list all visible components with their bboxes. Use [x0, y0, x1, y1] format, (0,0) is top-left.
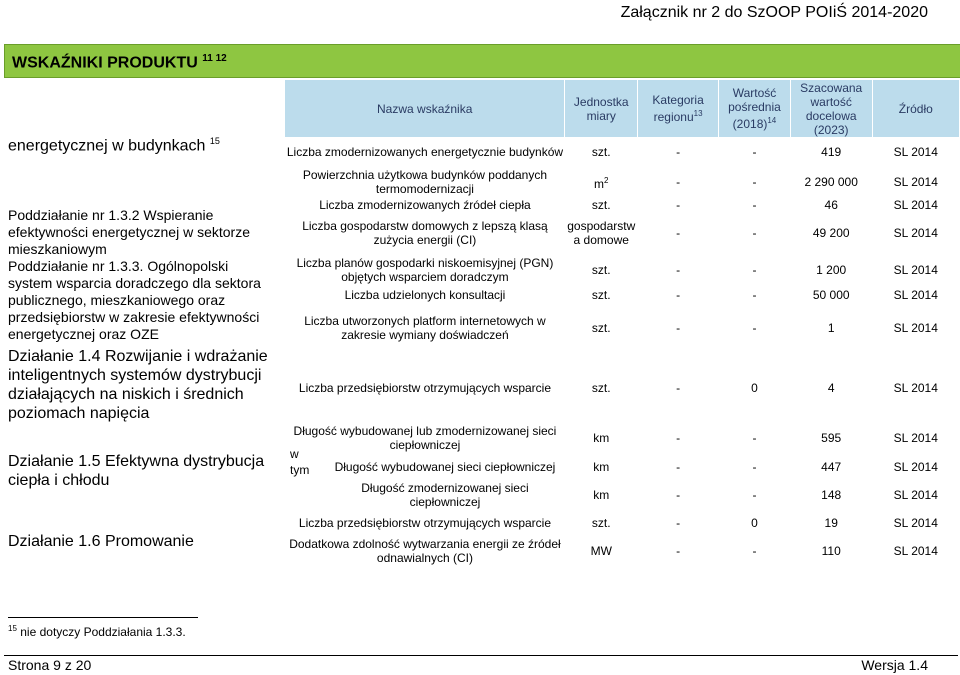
col-header-region: Kategoria regionu$^{13}$ — [638, 80, 719, 137]
cell-baseline: - — [752, 431, 757, 445]
cell-unit: szt. — [591, 198, 611, 212]
cell-target: 19 — [824, 516, 838, 530]
cell-source: SL 2014 — [893, 460, 938, 474]
cell-unit: km — [593, 488, 610, 502]
cell-target: 46 — [824, 198, 838, 212]
footnote-text: nie dotyczy Poddziałania 1.3.3. — [20, 625, 186, 639]
cell-target: 148 — [821, 488, 842, 502]
cell-target: 1 200 — [816, 263, 847, 277]
table-row: Liczba gospodarstw domowych z lepszą klasą zużycia energii (CI) — [302, 219, 548, 247]
cell-unit: km — [593, 460, 610, 474]
subaction-1-3-2: Poddziałanie nr 1.3.2 Wspieranie efektywności energetycznej w sektorze mieszkaniowym — [8, 207, 250, 257]
section-title-text: WSKAŹNIKI PRODUKTU — [12, 54, 198, 72]
cell-target: 4 — [827, 381, 835, 395]
cell-target: 50 000 — [812, 288, 850, 302]
table-row: Długość wybudowanej lub zmodernizowanej sieci ciepłowniczej — [293, 424, 557, 452]
cell-source: SL 2014 — [893, 381, 938, 395]
cell-region: - — [676, 381, 681, 395]
cell-baseline: - — [752, 321, 757, 335]
section-title — [12, 53, 227, 72]
cell-target: 595 — [821, 431, 842, 445]
cell-source: SL 2014 — [893, 263, 938, 277]
cell-baseline: - — [752, 175, 757, 189]
section-title-refs: 11 12 — [202, 53, 227, 64]
table-row: Liczba planów gospodarki niskoemisyjnej (PGN) objętych wsparciem doradczym — [296, 256, 554, 284]
footnote — [8, 624, 186, 639]
cell-unit: szt. — [591, 263, 611, 277]
footnote-ref: 15 — [8, 624, 17, 633]
attachment-header: Załącznik nr 2 do SzOOP POIiŚ 2014-2020 — [620, 4, 928, 21]
cell-source: SL 2014 — [893, 175, 938, 189]
cell-region: - — [676, 288, 681, 302]
subaction-1-3-3: Poddziałanie nr 1.3.3. Ogólnopolski system wsparcia doradczego dla sektora publicznego, mieszkaniowego oraz przedsiębiorstw w zakresie efektywności energetycznej oraz OZE — [8, 258, 261, 342]
cell-region: - — [676, 263, 681, 277]
table-row: Liczba zmodernizowanych źródeł ciepła — [319, 198, 531, 212]
cell-source: SL 2014 — [893, 145, 938, 159]
cell-region: - — [676, 226, 681, 240]
cell-unit: MW — [590, 544, 612, 558]
cell-region: - — [676, 198, 681, 212]
cell-source: SL 2014 — [893, 516, 938, 530]
action-1-5: Działanie 1.5 Efektywna dystrybucja ciepła i chłodu — [8, 453, 265, 489]
action-1-6: Działanie 1.6 Promowanie — [8, 533, 194, 550]
cell-unit: km — [593, 431, 610, 445]
action-1-4: Działanie 1.4 Rozwijanie i wdrażanie inteligentnych systemów dystrybucji działających na niskich i średnich poziomach napięcia — [8, 348, 268, 422]
cell-target: 110 — [821, 544, 841, 558]
cell-region: - — [676, 321, 681, 335]
indicators-table — [285, 80, 960, 565]
cell-unit: $m^2$ — [594, 175, 609, 191]
page-number: Strona 9 z 20 — [8, 657, 92, 673]
cell-region: - — [676, 175, 681, 189]
cell-unit: szt. — [591, 321, 611, 335]
cell-source: SL 2014 — [893, 288, 938, 302]
table-row: Długość wybudowanej sieci ciepłowniczej — [334, 460, 556, 474]
table-row: Liczba przedsiębiorstw otrzymujących wsparcie — [298, 381, 551, 395]
cell-source: SL 2014 — [893, 488, 938, 502]
cell-baseline: - — [752, 488, 757, 502]
col-header-target: Szacowana wartość docelowa (2023) — [790, 80, 872, 137]
cell-unit: gospodarstw a domowe — [567, 219, 636, 247]
cell-region: - — [676, 544, 681, 558]
cell-baseline: - — [752, 460, 757, 474]
cell-baseline: - — [752, 288, 757, 302]
cell-region: - — [676, 460, 681, 474]
cell-region: - — [676, 145, 681, 159]
document-version: Wersja 1.4 — [861, 657, 928, 673]
table-row: Długość zmodernizowanej sieci ciepłowniczej — [361, 481, 529, 509]
cell-source: SL 2014 — [893, 544, 938, 558]
cell-unit: szt. — [591, 516, 611, 530]
left-heading-footnote-ref: 15 — [209, 136, 220, 146]
cell-target: 419 — [821, 145, 842, 159]
table-row: Liczba przedsiębiorstw otrzymujących wsparcie — [298, 516, 551, 530]
cell-region: - — [676, 431, 681, 445]
cell-source: SL 2014 — [893, 226, 938, 240]
cell-baseline: - — [752, 544, 757, 558]
cell-source: SL 2014 — [893, 198, 938, 212]
table-row: Liczba zmodernizowanych energetycznie budynków — [286, 145, 564, 159]
cell-unit: szt. — [591, 145, 611, 159]
cell-unit: szt. — [591, 288, 611, 302]
table-row: Dodatkowa zdolność wytwarzania energii ze źródeł odnawialnych (CI) — [289, 537, 561, 565]
footer-divider — [4, 655, 958, 656]
cell-source: SL 2014 — [893, 321, 938, 335]
cell-baseline: - — [752, 145, 757, 159]
cell-target: 1 — [827, 321, 835, 335]
cell-baseline: 0 — [751, 516, 758, 530]
col-header-unit: Jednostka miary — [565, 80, 638, 137]
cell-target: 49 200 — [812, 226, 850, 240]
table-row: Liczba udzielonych konsultacji — [344, 288, 506, 302]
col-header-source: Źródło — [872, 80, 959, 137]
cell-baseline: 0 — [751, 381, 758, 395]
cell-baseline: - — [752, 198, 757, 212]
cell-baseline: - — [752, 226, 757, 240]
cell-region: - — [676, 516, 681, 530]
cell-target: 447 — [821, 460, 842, 474]
cell-baseline: - — [752, 263, 757, 277]
cell-target: 2 290 000 — [804, 175, 858, 189]
table-row: Powierzchnia użytkowa budynków poddanych termomodernizacji — [302, 168, 548, 196]
cell-region: - — [676, 488, 681, 502]
left-heading-tail — [8, 136, 220, 155]
footnote-divider — [8, 617, 198, 618]
col-header-baseline: Wartość pośrednia $(2018)^{14}$ — [719, 80, 791, 137]
cell-unit: szt. — [591, 381, 611, 395]
left-heading-text: energetycznej w budynkach — [8, 137, 206, 155]
w-tym-label: w tym — [290, 447, 310, 477]
col-header-name: Nazwa wskaźnika — [285, 80, 565, 137]
table-row: Liczba utworzonych platform internetowych w zakresie wymiany doświadczeń — [304, 314, 546, 342]
cell-source: SL 2014 — [893, 431, 938, 445]
